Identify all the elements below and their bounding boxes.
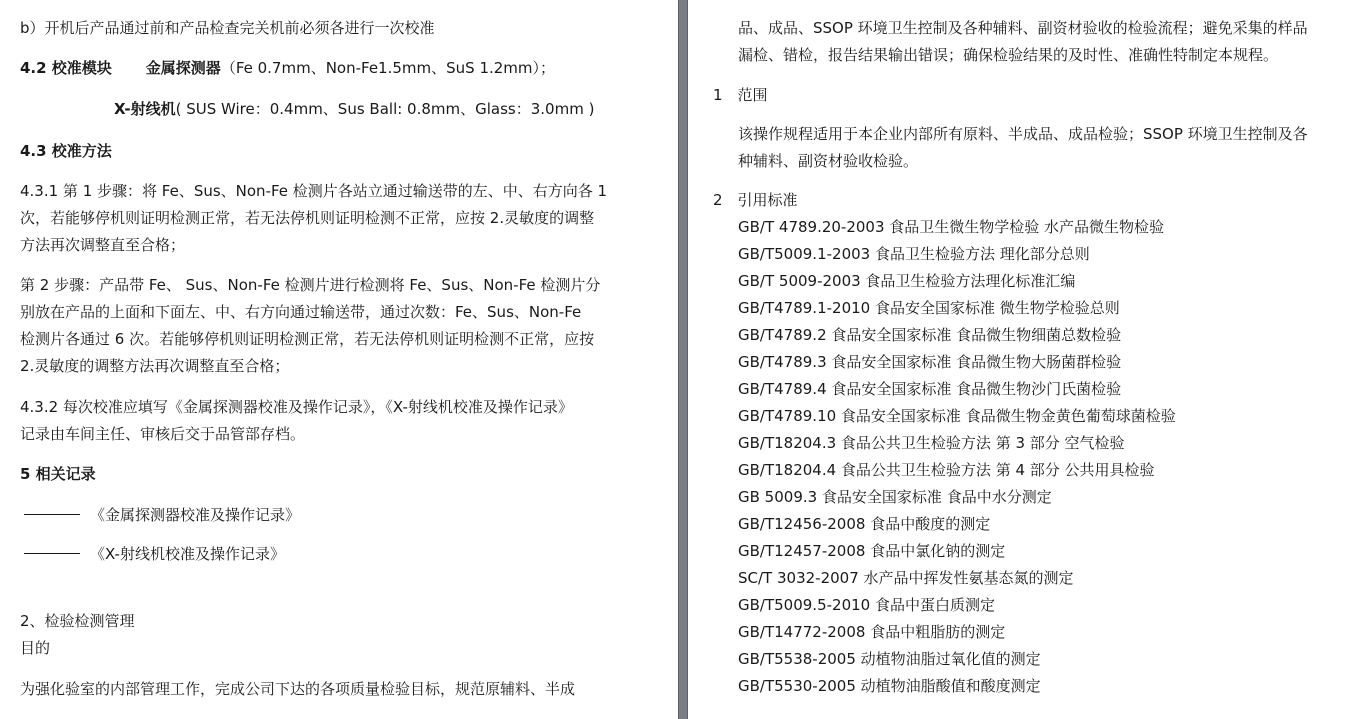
- record-item-2: [24, 545, 285, 563]
- section-4-3-heading: 4.3 校准方法: [20, 142, 112, 160]
- standard-item: GB/T18204.4 食品公共卫生检验方法 第 4 部分 公共用具检验: [738, 461, 1155, 479]
- page-divider: [678, 0, 688, 719]
- xray-spec: ( SUS Wire：0.4mm、Sus Ball: 0.8mm、Glass：3.0mm ): [175, 100, 595, 118]
- standard-item: GB/T4789.10 食品安全国家标准 食品微生物金黄色葡萄球菌检验: [738, 407, 1176, 425]
- standard-item: GB/T12456-2008 食品中酸度的测定: [738, 515, 991, 533]
- standard-item: GB/T5009.5-2010 食品中蛋白质测定: [738, 596, 995, 614]
- calibration-timing-line: b）开机后产品通过前和产品检查完关机前必须各进行一次校准: [20, 19, 435, 37]
- reference-heading-line: [713, 191, 798, 209]
- left-page: [0, 0, 678, 719]
- section-4-2-heading: 4.2 校准模块: [20, 59, 112, 77]
- standard-item: GB/T5009.1-2003 食品卫生检验方法 理化部分总则: [738, 245, 1090, 263]
- purpose-line-1: 为强化验室的内部管理工作，完成公司下达的各项质量检验目标，规范原辅料、半成: [20, 680, 576, 698]
- standard-item: GB/T5538-2005 动植物油脂过氧化值的测定: [738, 650, 1041, 668]
- scope-line-2: 种辅料、副资材验收检验。: [738, 152, 919, 170]
- right-page: [688, 0, 1367, 719]
- paragraph-4-3-1-line-1: 4.3.1 第 1 步骤：将 Fe、Sus、Non-Fe 检测片各站立通过输送带的左、中、右方向各 1: [20, 182, 608, 200]
- step-2-line-4: 2.灵敏度的调整方法再次调整直至合格；: [20, 357, 290, 375]
- standard-item: GB 5009.3 食品安全国家标准 食品中水分测定: [738, 488, 1052, 506]
- paragraph-4-3-2-line-1: 4.3.2 每次校准应填写《金属探测器校准及操作记录》，《X-射线机校准及操作记录》: [20, 398, 573, 416]
- purpose-label: 目的: [20, 639, 51, 657]
- standard-item: GB/T18204.3 食品公共卫生检验方法 第 3 部分 空气检验: [738, 434, 1125, 452]
- paragraph-4-3-2-line-2: 记录由车间主任、审核后交于品管部存档。: [20, 425, 306, 443]
- standard-item: GB/T12457-2008 食品中氯化钠的测定: [738, 542, 1006, 560]
- dash-rule: [24, 514, 80, 515]
- standard-item: GB/T 4789.20-2003 食品卫生微生物学检验 水产品微生物检验: [738, 218, 1165, 236]
- standard-item: SC/T 3032-2007 水产品中挥发性氨基态氮的测定: [738, 569, 1074, 587]
- dash-rule: [24, 553, 80, 554]
- step-2-line-1: 第 2 步骤：产品带 Fe、 Sus、Non-Fe 检测片进行检测将 Fe、Sus、Non-Fe 检测片分: [20, 276, 601, 294]
- standard-item: GB/T4789.1-2010 食品安全国家标准 微生物学检验总则: [738, 299, 1120, 317]
- continued-line-2: 漏检、错检，报告结果输出错误；确保检验结果的及时性、准确性特制定本规程。: [738, 46, 1279, 64]
- section-2-heading: 2、检验检测管理: [20, 612, 135, 630]
- metal-detector-label: 金属探测器: [145, 59, 221, 77]
- standard-item: GB/T5530-2005 动植物油脂酸值和酸度测定: [738, 677, 1041, 695]
- record-item-1: [24, 506, 300, 524]
- paragraph-4-3-1-line-3: 方法再次调整直至合格；: [20, 236, 186, 254]
- continued-line-1: 品、成品、SSOP 环境卫生控制及各种辅料、副资材验收的检验流程；避免采集的样品: [738, 19, 1308, 37]
- standard-item: GB/T4789.3 食品安全国家标准 食品微生物大肠菌群检验: [738, 353, 1122, 371]
- paragraph-4-3-1-line-2: 次，若能够停机则证明检测正常，若无法停机则证明检测不正常，应按 2.灵敏度的调整: [20, 209, 595, 227]
- record-item-2-text: 《X-射线机校准及操作记录》: [90, 545, 285, 563]
- scope-heading: 范围: [737, 86, 768, 104]
- record-item-1-text: 《金属探测器校准及操作记录》: [90, 506, 301, 524]
- standard-item: GB/T14772-2008 食品中粗脂肪的测定: [738, 623, 1006, 641]
- standard-item: GB/T4789.2 食品安全国家标准 食品微生物细菌总数检验: [738, 326, 1122, 344]
- section-4-2-line: [20, 59, 555, 77]
- standard-item: GB/T4789.4 食品安全国家标准 食品微生物沙门氏菌检验: [738, 380, 1122, 398]
- xray-line: [114, 100, 594, 118]
- reference-number: 2: [713, 191, 723, 209]
- section-5-heading: 5 相关记录: [20, 465, 96, 483]
- step-2-line-2: 别放在产品的上面和下面左、中、右方向通过输送带，通过次数：Fe、Sus、Non-Fe: [20, 303, 582, 321]
- scope-heading-line: [713, 86, 768, 104]
- step-2-line-3: 检测片各通过 6 次。若能够停机则证明检测正常，若无法停机则证明检测不正常，应按: [20, 330, 595, 348]
- standard-item: GB/T 5009-2003 食品卫生检验方法理化标准汇编: [738, 272, 1076, 290]
- metal-detector-spec: （Fe 0.7mm、Non-Fe1.5mm、SuS 1.2mm）；: [220, 59, 556, 77]
- xray-label: X-射线机: [114, 100, 176, 118]
- scope-number: 1: [713, 86, 723, 104]
- reference-heading: 引用标准: [737, 191, 798, 209]
- scope-line-1: 该操作规程适用于本企业内部所有原料、半成品、成品检验；SSOP 环境卫生控制及各: [738, 125, 1308, 143]
